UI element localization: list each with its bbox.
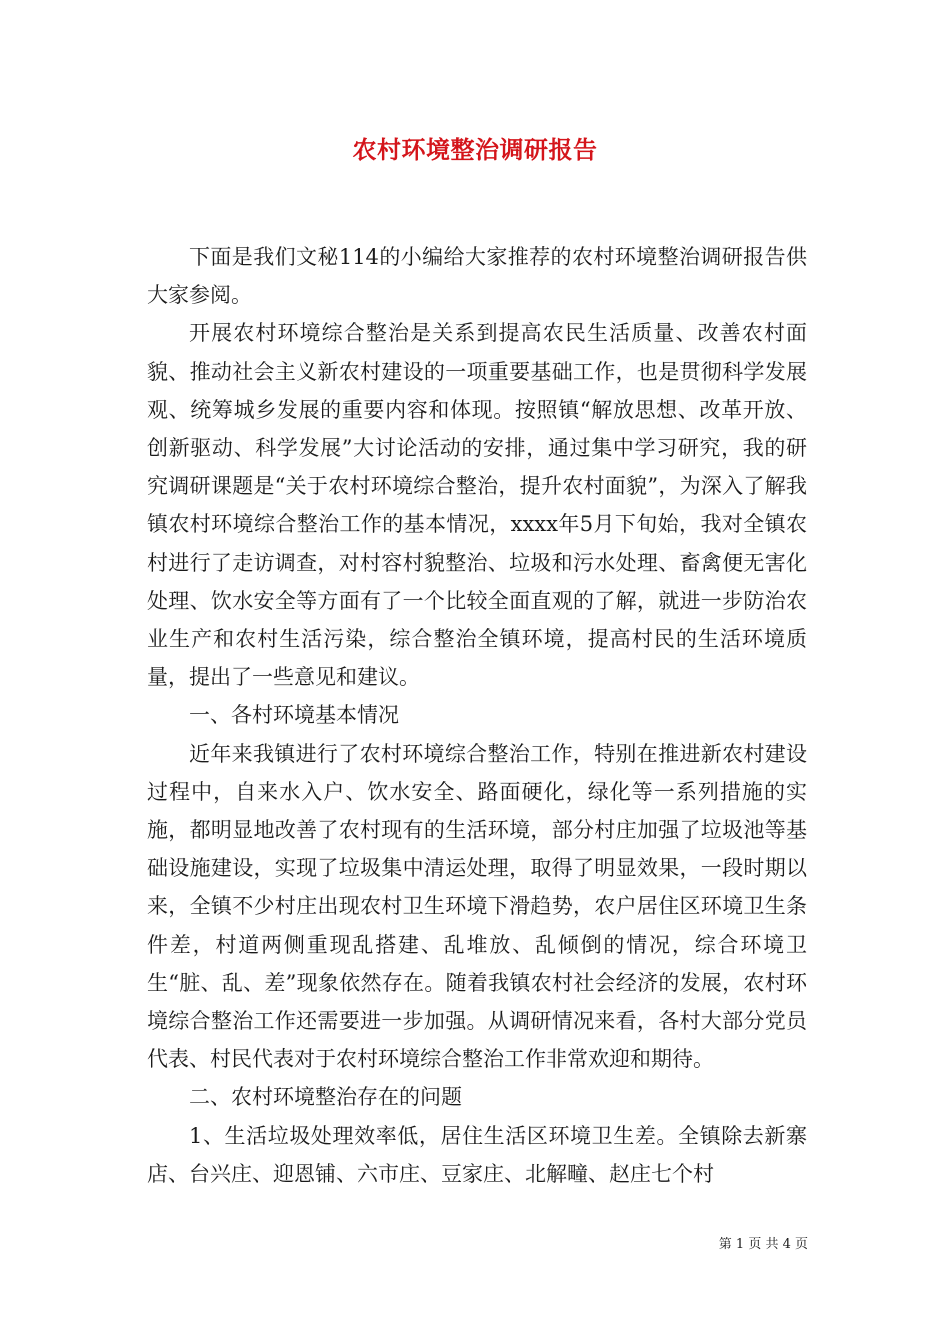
section-heading-1: 一、各村环境基本情况: [189, 703, 399, 728]
problem-paragraph: 1、生活垃圾处理效率低，居住生活区环境卫生差。全镇除去新寨店、台兴庄、迎恩铺、六市庄、豆家庄、北解疃、赵庄七个村: [147, 1123, 807, 1186]
situation-paragraph: 近年来我镇进行了农村环境综合整治工作，特别在推进新农村建设过程中，自来水入户、饮水安全、路面硬化，绿化等一系列措施的实施，都明显地改善了农村现有的生活环境，部分村庄加强了垃圾池等基础设施建设，实现了垃圾集中清运处理，取得了明显效果，一段时期以来，全镇不少村庄出现农村卫生环境下滑趋势，农户居住区环境卫生条件差，村道两侧重现乱搭建、乱堆放、乱倾倒的情况，综合环境卫生“脏、乱、差”现象依然存在。随着我镇农村社会经济的发展，农村环境综合整治工作还需要进一步加强。从调研情况来看，各村大部分党员代表、村民代表对于农村环境综合整治工作非常欢迎和期待。: [147, 741, 807, 1072]
intro-paragraph: 下面是我们文秘114的小编给大家推荐的农村环境整治调研报告供大家参阅。: [147, 245, 807, 308]
page-number: 第 1 页 共 4 页: [718, 1237, 808, 1252]
background-paragraph: 开展农村环境综合整治是关系到提高农民生活质量、改善农村面貌、推动社会主义新农村建设的一项重要基础工作，也是贯彻科学发展观、统筹城乡发展的重要内容和体现。按照镇“解放思想、改革开放、创新驱动、科学发展”大讨论活动的安排，通过集中学习研究，我的研究调研课题是“关于农村环境综合整治，提升农村面貌”，为深入了解我镇农村环境综合整治工作的基本情况，xxxx年5月下旬始，我对全镇农村进行了走访调查，对村容村貌整治、垃圾和污水处理、畜禽便无害化处理、饮水安全等方面有了一个比较全面直观的了解，就进一步防治农业生产和农村生活污染，综合整治全镇环境，提高村民的生活环境质量，提出了一些意见和建议。: [147, 321, 807, 690]
document-body: [147, 238, 807, 1193]
page-title: 农村环境整治调研报告: [352, 135, 598, 164]
section-heading-2: 二、农村环境整治存在的问题: [189, 1085, 462, 1110]
